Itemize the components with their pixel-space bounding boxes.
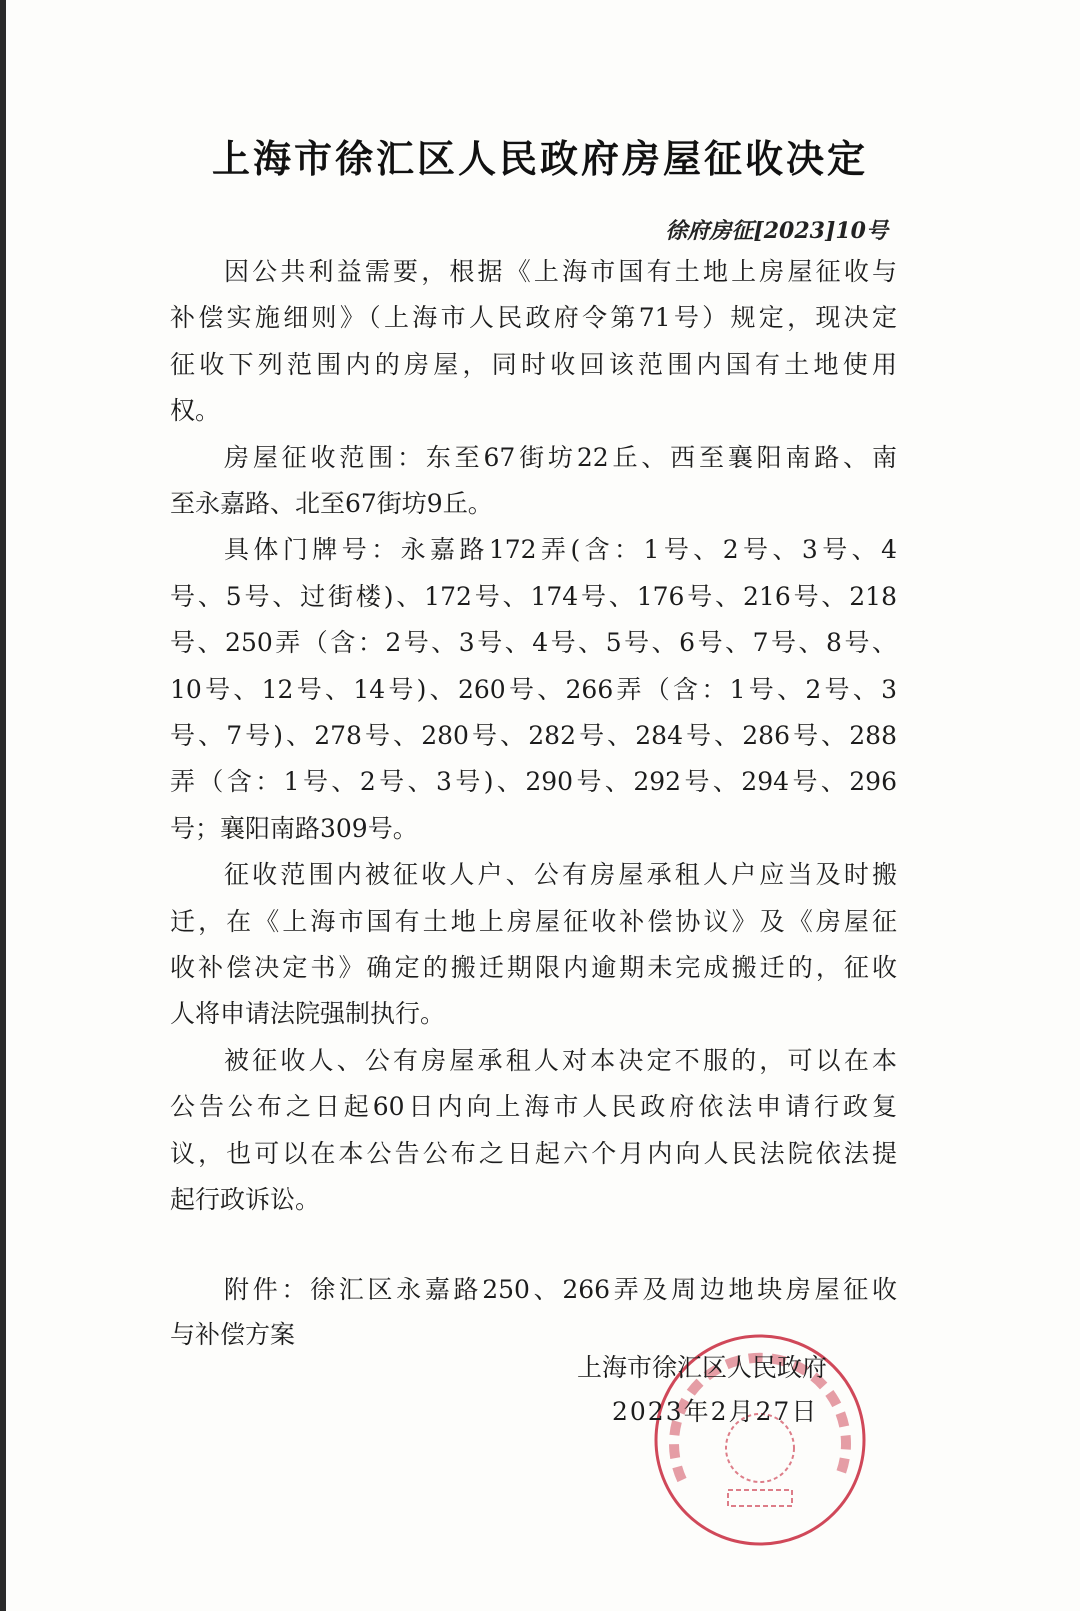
body-line: 迁，在《上海市国有土地上房屋征收补偿协议》及《房屋征 [170,906,897,936]
body-line: 起行政诉讼。 [170,1185,321,1214]
body-line: 具体门牌号：永嘉路172弄(含：1号、2号、3号、4 [224,535,897,565]
body-line: 人将申请法院强制执行。 [170,999,446,1029]
seal-emblem-base [728,1490,792,1506]
body-line: 征收范围内被征收人户、公有房屋承租人户应当及时搬 [224,860,897,890]
body-line: 号、5号、过街楼)、172号、174号、176号、216号、218 [170,581,897,611]
body-line: 议，也可以在本公告公布之日起六个月内向人民法院依法提 [170,1138,897,1168]
issue-date: 2023年2月27日 [612,1397,819,1426]
body-line: 号、7号)、278号、280号、282号、284号、286号、288 [170,721,897,750]
attachment-line: 与补偿方案 [170,1320,296,1349]
body-line: 因公共利益需要，根据《上海市国有土地上房屋征收与 [224,257,897,286]
body-line: 至永嘉路、北至67街坊9丘。 [170,489,493,518]
body-line: 收补偿决定书》确定的搬迁期限内逾期未完成搬迁的，征收 [170,953,897,982]
document-number: 徐府房征[2023]10号 [665,218,888,244]
body-line: 征收下列范围内的房屋，同时收回该范围内国有土地使用 [170,349,897,379]
body-line: 号、250弄（含：2号、3号、4号、5号、6号、7号、8号、 [170,628,897,658]
body-line: 公告公布之日起60日内向上海市人民政府依法申请行政复 [170,1092,897,1122]
page-edge-shadow [0,0,6,1611]
document-title: 上海市徐汇区人民政府房屋征收决定 [211,137,868,181]
body-line: 房屋征收范围：东至67街坊22丘、西至襄阳南路、南 [224,442,897,472]
issuer-name: 上海市徐汇区人民政府 [577,1353,828,1382]
body-line: 号；襄阳南路309号。 [170,813,418,843]
body-line: 被征收人、公有房屋承租人对本决定不服的，可以在本 [224,1045,897,1075]
body-line: 权。 [170,396,221,426]
body-line: 10号、12号、14号)、260号、266弄（含：1号、2号、3 [170,674,897,704]
body-line: 弄（含：1号、2号、3号)、290号、292号、294号、296 [170,767,897,797]
body-line: 补偿实施细则》（上海市人民政府令第71号）规定，现决定 [170,303,897,333]
attachment-line: 附件：徐汇区永嘉路250、266弄及周边地块房屋征收 [224,1275,897,1304]
